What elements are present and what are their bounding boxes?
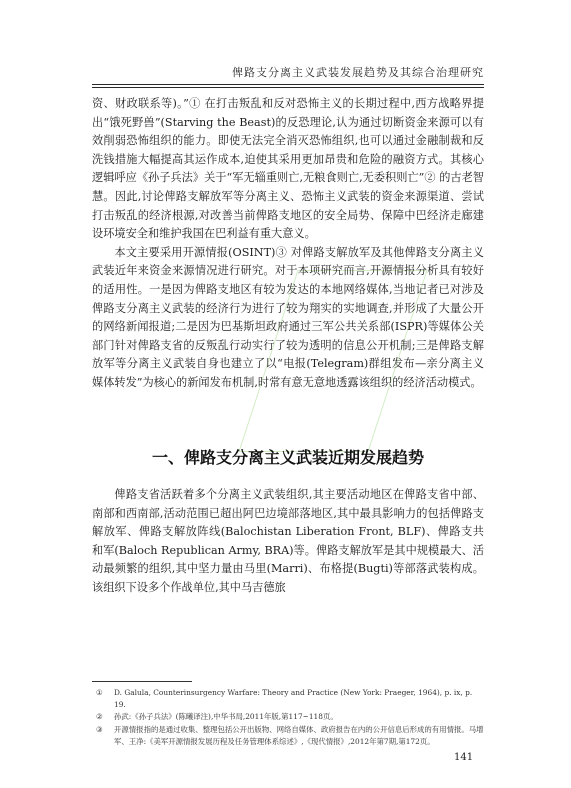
- footnote-mark: ③: [96, 724, 103, 734]
- footnote-text: D. Galula, Counterinsurgency Warfare: Theory and Practice (New York: Praeger, 1964), p. ix, p. 19.: [114, 688, 473, 710]
- body-text-2: [92, 486, 484, 598]
- header-rule-thick: [92, 84, 484, 85]
- footnotes: [92, 687, 484, 748]
- footnote-text: 孙武:《孙子兵法》(陈曦译注),中华书局,2011年版,第117~118页。: [114, 712, 338, 722]
- footnote: [92, 724, 484, 748]
- paragraph: 本文主要采用开源情报(OSINT)③ 对俾路支解放军及其他俾路支分离主义武装近年来资金来源情况进行研究。对于本项研究而言,开源情报分析具有较好的适用性。一是因为俾路支地区有较为发达的本地网络媒体,当地记者已对涉及俾路支分离主义武装的经济行为进行了较为翔实的实地调查,并形成了大量公开的网络新闻报道;二是因为巴基斯坦政府通过三军公共关系部(ISPR)等媒体公关部门针对俾路支省的反叛乱行动实行了较为透明的信息公开机制;三是俾路支解放军等分离主义武装自身也建立了以“电报(Telegram)群组发布—亲分离主义媒体转发”为核心的新闻发布机制,时常有意无意地透露该组织的经济活动模式。: [92, 245, 484, 389]
- footnote-mark: ②: [96, 712, 103, 722]
- section-title: 一、俾路支分离主义武装近期发展趋势: [151, 448, 424, 467]
- running-header: 俾路支分离主义武装发展趋势及其综合治理研究: [232, 66, 484, 79]
- paragraph: 资、财政联系等)。”① 在打击叛乱和反对恐怖主义的长期过程中,西方战略界提出“饿死野兽”(Starving the Beast)的反恐理论,认为通过切断资金来源可以有效削弱恐怖组织的能力。即使无法完全消灭恐怖组织,也可以通过金融制裁和反洗钱措施大幅提高其运作成本,迫使其采用更加昂贵和危险的融资方式。其核心逻辑呼应《孙子兵法》关于“军无辎重则亡,无粮食则亡,无委积则亡”② 的古老智慧。因此,讨论俾路支解放军等分离主义、恐怖主义武装的资金来源渠道、尝试打击叛乱的经济根源,对改善当前俾路支地区的安全局势、保障中巴经济走廊建设环境安全和维护我国在巴利益有重大意义。: [92, 97, 484, 241]
- paragraph: 俾路支省活跃着多个分离主义武装组织,其主要活动地区在俾路支省中部、南部和西南部,活动范围已超出阿巴边境部落地区,其中最具影响力的包括俾路支解放军、俾路支解放阵线(Balochistan Liberation Front, BLF)、俾路支共和军(Baloch Republican Army, BRA)等。俾路支解放军是其中规模最大、活动最频繁的组织,其中坚力量由马里(Marri)、布格提(Bugti)等部落武装构成。该组织下设多个作战单位,其中马吉德旅: [92, 488, 484, 594]
- footnote-text: 开源情报指的是通过收集、整理包括公开出版物、网络自媒体、政府报告在内的公开信息后形成的有用情报。马增军、王净:《美军开源情报发展历程及任务管理体系综述》,《现代情报》,2012年第7期,第172页。: [114, 724, 484, 746]
- header-rule-thin: [92, 87, 484, 88]
- footnote: [92, 711, 484, 723]
- body-text: [92, 95, 484, 393]
- footnote: [92, 687, 484, 711]
- footnote-mark: ①: [96, 688, 103, 697]
- footnote-rule: [92, 681, 192, 682]
- page-number: 141: [454, 752, 474, 763]
